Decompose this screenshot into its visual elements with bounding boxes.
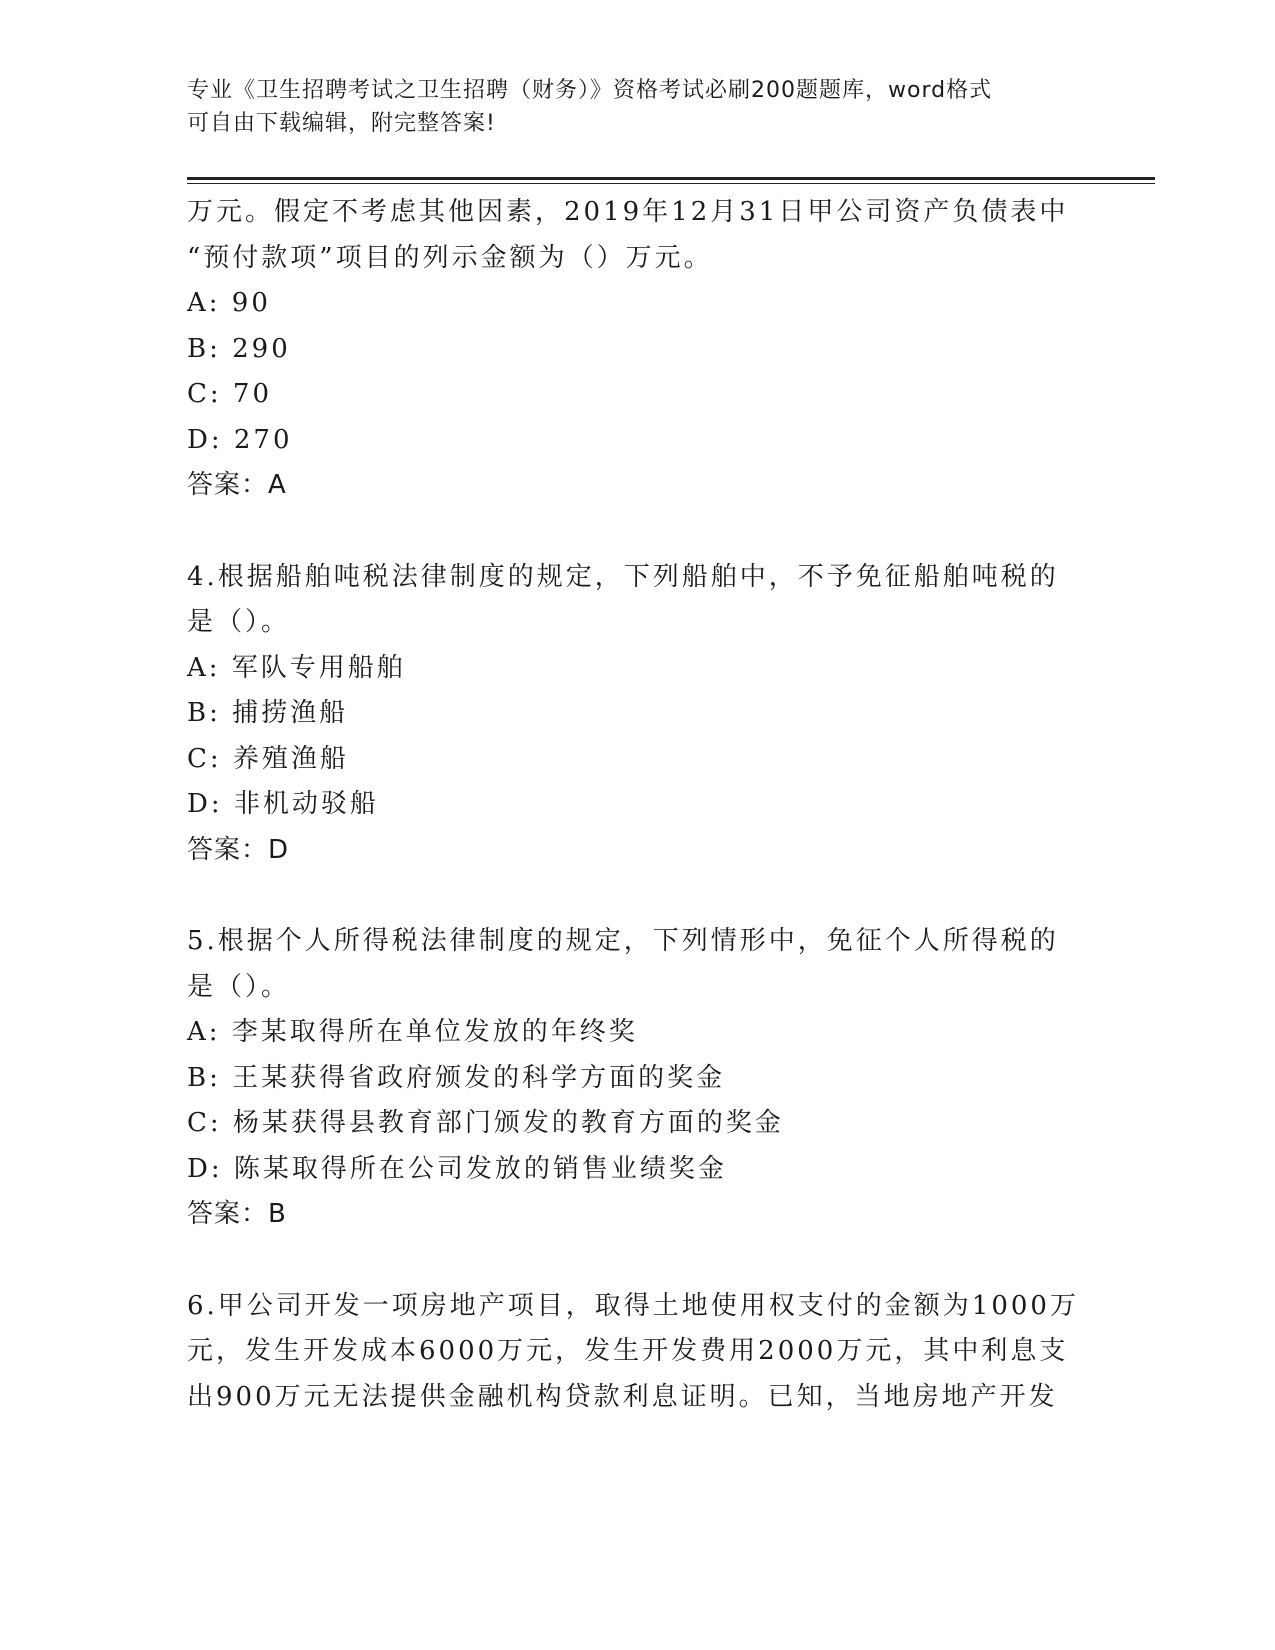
- option-c: C: 70: [187, 379, 273, 409]
- question-stem-line: 4.根据船舶吨税法律制度的规定，下列船舶中，不予免征船舶吨税的: [187, 561, 1059, 592]
- option-a: A: 军队专用船舶: [187, 652, 406, 683]
- option-a: A: 李某取得所在单位发放的年终奖: [187, 1017, 638, 1047]
- header-rule-thin: [187, 183, 1155, 184]
- question-stem-line: “预付款项”项目的列示金额为（）万元。: [187, 242, 713, 273]
- answer-line: 答案：A: [187, 470, 287, 500]
- header-title-line-1: 专业《卫生招聘考试之卫生招聘（财务）》资格考试必刷200题题库，word格式: [187, 78, 993, 103]
- question-stem-line: 6.甲公司开发一项房地产项目，取得土地使用权支付的金额为1000万: [187, 1290, 1079, 1321]
- question-stem-line: 5.根据个人所得税法律制度的规定，下列情形中，免征个人所得税的: [187, 926, 1059, 956]
- option-b: B: 290: [187, 333, 291, 364]
- option-b: B: 王某获得省政府颁发的科学方面的奖金: [187, 1062, 726, 1093]
- header-title-line-2: 可自由下载编辑，附完整答案!: [187, 111, 496, 136]
- answer-line: 答案：D: [187, 834, 290, 865]
- option-c: C: 养殖渔船: [187, 743, 349, 774]
- option-b: B: 捕捞渔船: [187, 698, 349, 728]
- question-5: [187, 919, 1087, 1238]
- option-d: D: 270: [187, 424, 293, 455]
- question-4: [187, 555, 1087, 874]
- question-stem-line: 是（）。: [187, 607, 291, 637]
- question-stem-line: 元，发生开发成本6000万元，发生开发费用2000万元，其中利息支: [187, 1336, 1069, 1366]
- question-stem-line: 万元。假定不考虑其他因素，2019年12月31日甲公司资产负债表中: [187, 197, 1069, 227]
- question-3: [187, 190, 1087, 509]
- header-rule-thick: [187, 177, 1155, 180]
- question-spacer: [187, 1238, 1087, 1284]
- option-d: D: 陈某取得所在公司发放的销售业绩奖金: [187, 1153, 727, 1184]
- question-6: [187, 1284, 1087, 1421]
- option-d: D: 非机动驳船: [187, 789, 379, 819]
- question-spacer: [187, 509, 1087, 555]
- question-stem-line: 是（）。: [187, 971, 291, 1002]
- option-a: A: 90: [187, 288, 271, 318]
- question-list: [187, 190, 1087, 1420]
- answer-line: 答案：B: [187, 1199, 287, 1229]
- document-header: [187, 74, 1067, 140]
- option-c: C: 杨某获得县教育部门颁发的教育方面的奖金: [187, 1108, 784, 1138]
- question-stem-line: 出900万元无法提供金融机构贷款利息证明。已知，当地房地产开发: [187, 1381, 1058, 1412]
- question-spacer: [187, 873, 1087, 919]
